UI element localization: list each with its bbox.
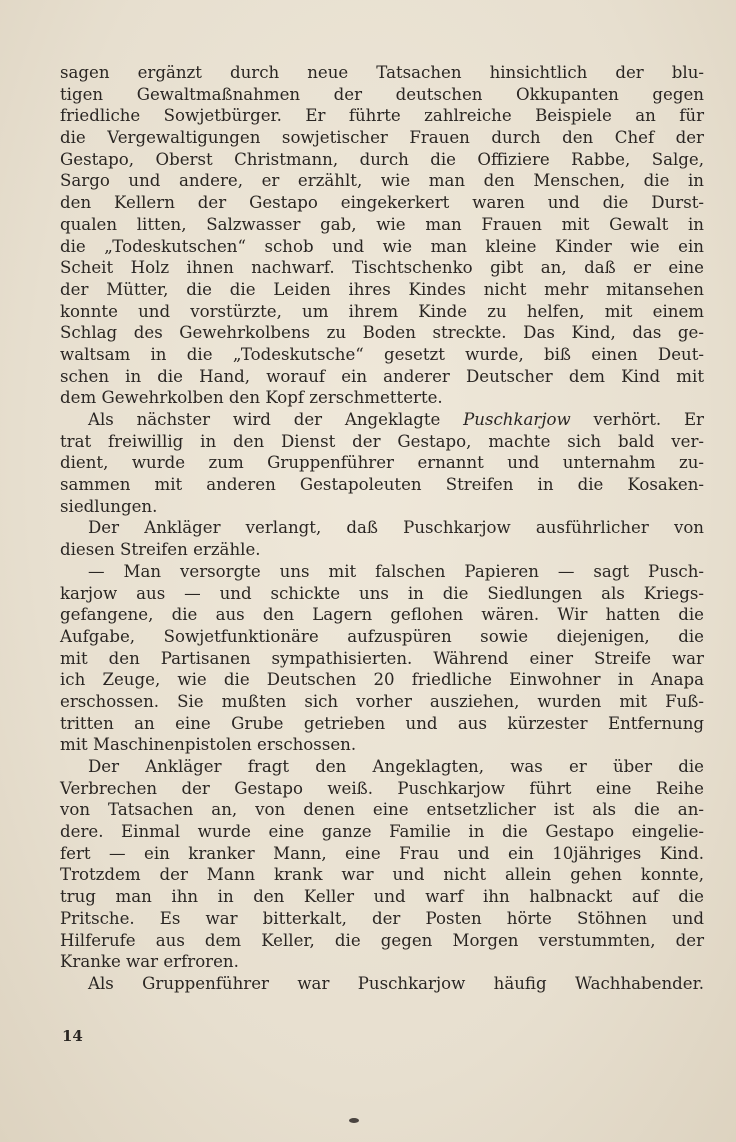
page-number: 14: [62, 1027, 83, 1045]
text-line: mit Maschinenpistolen erschossen.: [60, 735, 357, 755]
text-line: Scheit Holz ihnen nachwarf. Tischtschenko gibt an, daß er eine: [60, 258, 704, 278]
text-line: den Kellern der Gestapo eingekerkert waren und die Durst-: [60, 193, 704, 213]
text-line: friedliche Sowjetbürger. Er führte zahlreiche Beispiele an für: [60, 106, 704, 126]
text-line: die „Todeskutschen“ schob und wie man kleine Kinder wie ein: [60, 236, 704, 256]
text-line: sammen mit anderen Gestapoleuten Streifen in die Kosaken-: [60, 475, 704, 495]
text-line: dem Gewehrkolben den Kopf zerschmetterte.: [60, 388, 443, 408]
text-line: — Man versorgte uns mit falschen Papieren — sagt Pusch-: [88, 561, 704, 581]
text-line: Sargo und andere, er erzählt, wie man den Menschen, die in: [60, 171, 704, 191]
text-line: von Tatsachen an, von denen eine entsetzlicher ist als die an-: [60, 800, 704, 820]
text-line: gefangene, die aus den Lagern geflohen wären. Wir hatten die: [60, 605, 704, 625]
body-text: [60, 62, 704, 995]
text-line: die Vergewaltigungen sowjetischer Frauen durch den Chef der: [60, 128, 704, 148]
text-line: diesen Streifen erzähle.: [60, 540, 261, 560]
text-line: tritten an eine Grube getrieben und aus kürzester Entfernung: [60, 713, 704, 733]
text-line: der Mütter, die die Leiden ihres Kindes nicht mehr mitansehen: [60, 279, 704, 299]
text-line: qualen litten, Salzwasser gab, wie man Frauen mit Gewalt in: [60, 214, 704, 234]
text-line: dient, wurde zum Gruppenführer ernannt und unternahm zu-: [60, 453, 704, 473]
text-line: tigen Gewaltmaßnahmen der deutschen Okkupanten gegen: [60, 84, 704, 104]
text-line: mit den Partisanen sympathisierten. Während einer Streife war: [60, 648, 704, 668]
text-line: sagen ergänzt durch neue Tatsachen hinsichtlich der blu-: [60, 63, 704, 82]
ink-mark: [349, 1118, 359, 1123]
text-line: Der Ankläger verlangt, daß Puschkarjow ausführlicher von: [88, 518, 704, 538]
text-line: Pritsche. Es war bitterkalt, der Posten hörte Stöhnen und: [60, 908, 704, 928]
text-line: konnte und vorstürzte, um ihrem Kinde zu helfen, mit einem: [60, 301, 704, 321]
text-line: schen in die Hand, worauf ein anderer Deutscher dem Kind mit: [60, 366, 704, 386]
text-line: Schlag des Gewehrkolbens zu Boden streckte. Das Kind, das ge-: [60, 323, 704, 343]
text-line: Kranke war erfroren.: [60, 952, 239, 972]
text-line: Der Ankläger fragt den Angeklagten, was er über die: [88, 757, 704, 776]
text-line: siedlungen.: [60, 496, 158, 516]
text-line: [60, 409, 704, 431]
text-segment: verhört. Er: [570, 410, 704, 429]
text-line: ich Zeuge, wie die Deutschen 20 friedliche Einwohner in Anapa: [60, 670, 704, 690]
text-line: Hilferufe aus dem Keller, die gegen Morgen verstummten, der: [60, 930, 704, 950]
text-line: Gestapo, Oberst Christmann, durch die Offiziere Rabbe, Salge,: [60, 149, 704, 169]
text-line: trug man ihn in den Keller und warf ihn halbnackt auf die: [60, 887, 704, 907]
text-line: Trotzdem der Mann krank war und nicht allein gehen konnte,: [60, 865, 704, 885]
text-line: Aufgabe, Sowjetfunktionäre aufzuspüren sowie diejenigen, die: [60, 626, 704, 646]
text-line: fert — ein kranker Mann, eine Frau und ein 10jähriges Kind.: [60, 843, 704, 863]
text-line: trat freiwillig in den Dienst der Gestapo, machte sich bald ver-: [60, 431, 704, 451]
text-line: Als Gruppenführer war Puschkarjow häufig Wachhabender.: [88, 973, 704, 993]
text-line: dere. Einmal wurde eine ganze Familie in die Gestapo eingelie-: [60, 822, 704, 842]
defendant-name: Puschkarjow: [463, 410, 571, 429]
text-line: waltsam in die „Todeskutsche“ gesetzt wurde, biß einen Deut-: [60, 344, 704, 364]
text-segment: Als nächster wird der Angeklagte: [88, 410, 464, 429]
text-line: erschossen. Sie mußten sich vorher ausziehen, wurden mit Fuß-: [60, 691, 704, 711]
text-line: karjow aus — und schickte uns in die Siedlungen als Kriegs-: [60, 583, 704, 603]
text-line: Verbrechen der Gestapo weiß. Puschkarjow führt eine Reihe: [60, 778, 704, 798]
